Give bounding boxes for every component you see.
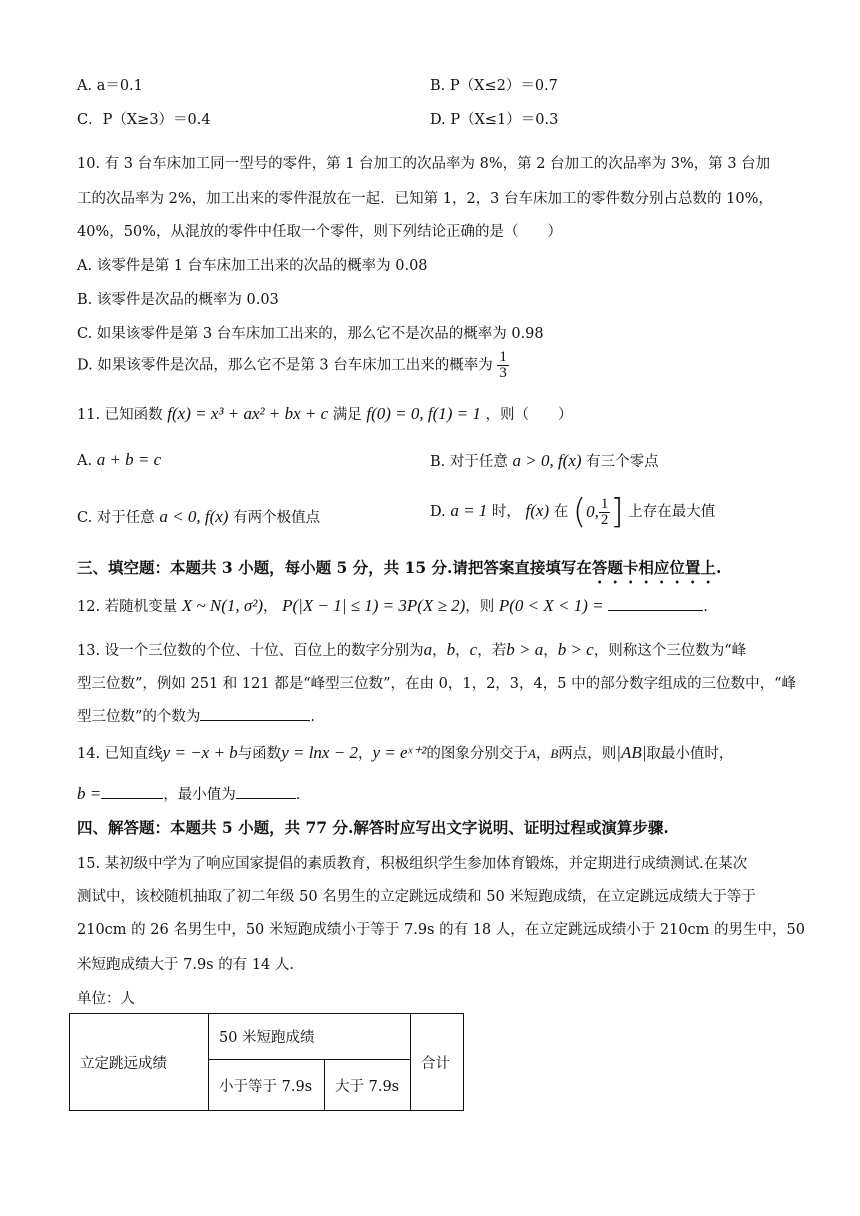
- q14-point-a: A: [527, 746, 536, 761]
- q11-option-c-text: 有两个极值点: [233, 510, 321, 526]
- q15-stem-line4: 米短跑成绩大于 7.9s 的有 14 人.: [77, 957, 294, 973]
- q13-line1b: ，则称这个三位数为“峰: [593, 643, 747, 659]
- q9-option-d: D. P（X≤1）＝0.3: [430, 112, 559, 128]
- q11-option-d-math2: f(x): [525, 501, 550, 520]
- q13-if: ，若: [477, 643, 507, 659]
- q14-log-func: y = lnx − 2: [281, 743, 358, 762]
- q12-distribution: X ~ N(1, σ²): [181, 596, 264, 615]
- table-col-le-7-9: 小于等于 7.9s: [209, 1060, 325, 1111]
- q14-t7: ，最小值为: [163, 787, 236, 803]
- q11-option-d-label: D.: [430, 504, 446, 520]
- q14-exp-func: y = eˣ⁺²: [372, 743, 427, 762]
- q11-option-d-text2: 在: [553, 504, 569, 520]
- q14-t4: ，: [535, 746, 551, 762]
- q11-interval-left: 0,: [586, 502, 599, 521]
- q13-comma: ，: [455, 643, 470, 659]
- q11-option-c-math: a < 0, f(x): [159, 507, 229, 526]
- section-4-title: 四、解答题：本题共 5 小题，共 77 分.解答时应写出文字说明、证明过程或演算步骤.: [77, 818, 669, 837]
- q11-condition: f(0) = 0, f(1) = 1: [366, 404, 481, 423]
- interval-open-paren: (: [572, 492, 587, 532]
- q12-end: .: [703, 599, 708, 615]
- q14-stem-line2: [77, 783, 300, 804]
- q13-b-gt-a: b > a: [506, 640, 544, 659]
- q11-option-d: [430, 492, 715, 532]
- q11-option-b-math: a > 0, f(x): [512, 451, 582, 470]
- q13-comma: ，: [543, 643, 558, 659]
- q13-answer-blank[interactable]: [200, 706, 310, 721]
- q14-answer-blank-2[interactable]: [236, 784, 296, 799]
- q11-option-a-label: A.: [77, 453, 93, 469]
- q11-option-b: [430, 450, 659, 471]
- q12-target: P(0 < X < 1) =: [498, 596, 604, 615]
- fraction-numerator: 1: [600, 495, 609, 512]
- q12-pre: 12. 若随机变量: [77, 599, 178, 615]
- q11-option-d-text1: 时，: [491, 504, 521, 520]
- q10-stem-line1: 10. 有 3 台车床加工同一型号的零件，第 1 台加工的次品率为 8%，第 2 台加工的次品率为 3%，第 3 台加: [77, 156, 771, 172]
- q13-stem-line2: 型三位数”，例如 251 和 121 都是“峰型三位数”，在由 0，1，2，3，4，5 中的部分数字组成的三位数中，“峰: [77, 676, 797, 692]
- q14-line-eq: y = −x + b: [162, 743, 238, 762]
- q13-stem-line1: [77, 639, 746, 660]
- q15-stem-line1: 15. 某初级中学为了响应国家提倡的素质教育，积极组织学生参加体育锻炼，并定期进行成绩测试.在某次: [77, 856, 748, 872]
- q14-b-eq: b =: [77, 784, 102, 803]
- q11-option-b-text: 有三个零点: [586, 454, 659, 470]
- section-3-end: .: [715, 558, 722, 577]
- q14-answer-blank-1[interactable]: [101, 784, 163, 799]
- q12-sep: ，: [263, 599, 278, 615]
- section-3-title: [77, 556, 721, 587]
- q10-option-d: [77, 350, 509, 381]
- q13-a: a: [423, 640, 433, 659]
- interval-close-bracket: ]: [610, 492, 624, 532]
- q13-c: c: [469, 640, 478, 659]
- q11-option-b-label: B. 对于任意: [430, 454, 508, 470]
- q10-option-d-text: D. 如果该零件是次品，那么它不是第 3 台车床加工出来的概率为: [77, 357, 493, 374]
- table-col-gt-7-9: 大于 7.9s: [325, 1060, 411, 1111]
- q14-point-b: B: [550, 746, 559, 761]
- q11-function: f(x) = x³ + ax² + bx + c: [167, 404, 329, 423]
- q11-option-d-text3: 上存在最大值: [628, 504, 716, 520]
- q11-mid: 满足: [332, 407, 362, 423]
- table-row-header: 立定跳远成绩: [70, 1014, 209, 1111]
- q11-pre: 11. 已知函数: [77, 407, 163, 423]
- q11-option-d-math: a = 1: [450, 501, 488, 520]
- section-3-title-text: 三、填空题：本题共 3 小题，每小题 5 分，共 15 分.请把答案直接填写在: [77, 558, 592, 577]
- q13-b-gt-c: b > c: [557, 640, 594, 659]
- q14-t6: 取最小值时，: [646, 746, 734, 762]
- q15-unit-label: 单位：人: [77, 991, 135, 1007]
- q11-option-c: [77, 506, 320, 527]
- q15-score-table: [69, 1013, 464, 1111]
- q14-ab-length: |AB|: [616, 743, 647, 762]
- table-group-header: 50 米短跑成绩: [209, 1014, 411, 1060]
- q14-stem-line1: [77, 742, 733, 763]
- q11-option-a: [77, 450, 161, 470]
- fraction-numerator: 1: [499, 349, 507, 365]
- q15-stem-line3: 210cm 的 26 名男生中，50 米短跑成绩小于等于 7.9s 的有 18 人，在立定跳远成绩小于 210cm 的男生中，50: [77, 922, 805, 938]
- q14-t3: 的图象分别交于: [426, 746, 528, 762]
- q14-pre: 14. 已知直线: [77, 746, 163, 762]
- q11-post: ，则（ ）: [485, 407, 573, 423]
- q10-stem-line2: 工的次品率为 2%，加工出来的零件混放在一起．已知第 1，2，3 台车床加工的零件数分别占总数的 10%，: [77, 191, 773, 207]
- q11-interval-fraction: [599, 497, 611, 528]
- q12-answer-blank[interactable]: [608, 596, 703, 611]
- q9-option-a: A. a＝0.1: [77, 78, 143, 94]
- q11-stem: [77, 403, 573, 424]
- q10-option-d-fraction: [497, 350, 509, 381]
- q9-option-b: B. P（X≤2）＝0.7: [430, 78, 558, 94]
- q9-option-c: C．P（X≥3）＝0.4: [77, 112, 211, 128]
- q13-line1a: 13. 设一个三位数的个位、十位、百位上的数字分别为: [77, 643, 424, 659]
- q13-comma: ，: [432, 643, 447, 659]
- q13-b: b: [446, 640, 456, 659]
- q10-stem-line3: 40%，50%，从混放的零件中任取一个零件，则下列结论正确的是（ ）: [77, 224, 562, 240]
- q10-option-a: A. 该零件是第 1 台车床加工出来的次品的概率为 0.08: [77, 258, 428, 274]
- q14-end: .: [295, 787, 301, 803]
- q13-stem-line3: [77, 705, 315, 726]
- table-total-header: 合计: [411, 1014, 464, 1111]
- q11-option-a-math: a + b = c: [96, 450, 162, 469]
- q14-t2: ，: [357, 746, 373, 762]
- q13-end: .: [310, 709, 316, 725]
- q11-option-c-label: C. 对于任意: [77, 510, 155, 526]
- q12-condition: P(|X − 1| ≤ 1) = 3P(X ≥ 2): [282, 596, 466, 615]
- q14-t1: 与函数: [237, 746, 282, 762]
- section-3-emphasis: 答题卡相应位置上: [591, 558, 716, 577]
- fraction-denominator: 3: [499, 365, 507, 381]
- fraction-denominator: 2: [600, 511, 609, 528]
- q13-line3: 型三位数”的个数为: [77, 709, 201, 725]
- q10-option-c: C. 如果该零件是第 3 台车床加工出来的，那么它不是次品的概率为 0.98: [77, 326, 544, 342]
- q12-stem: [77, 595, 708, 616]
- q10-option-b: B. 该零件是次品的概率为 0.03: [77, 292, 279, 308]
- q14-t5: 两点，则: [558, 746, 617, 762]
- q12-mid: ，则: [465, 599, 495, 615]
- q15-stem-line2: 测试中，该校随机抽取了初二年级 50 名男生的立定跳远成绩和 50 米短跑成绩，在立定跳远成绩大于等于: [77, 889, 756, 905]
